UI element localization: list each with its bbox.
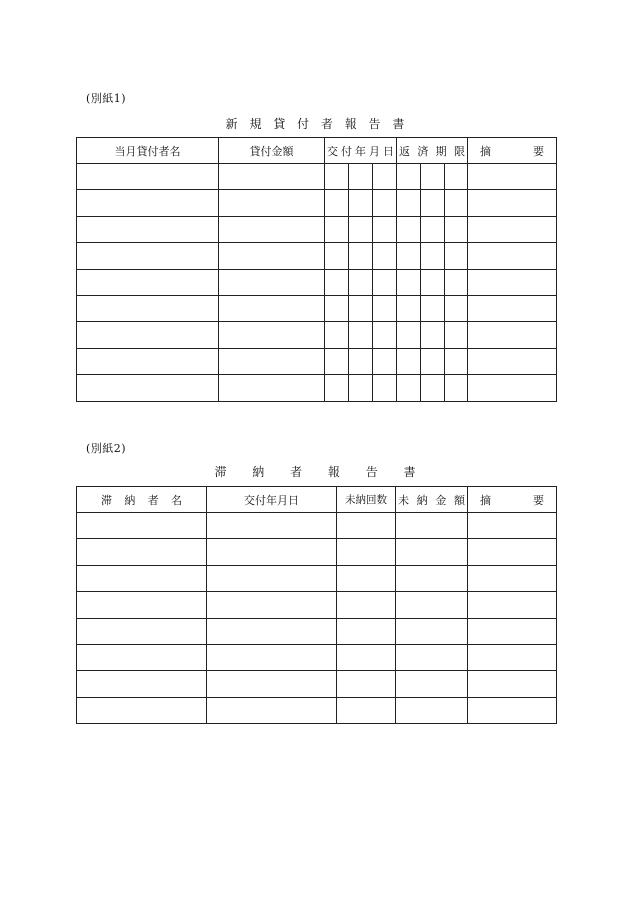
form1-title-text: 新 規 貸 付 者 報 告 書 <box>225 117 405 131</box>
header-char: 額 <box>453 493 465 507</box>
table-cell[interactable] <box>77 539 207 565</box>
table-cell[interactable] <box>325 164 349 190</box>
table-cell[interactable] <box>219 295 325 321</box>
table-cell[interactable] <box>77 375 219 401</box>
header-char: 要 <box>533 493 544 507</box>
table-cell[interactable] <box>207 671 337 697</box>
header-remarks <box>468 138 557 164</box>
table-cell[interactable] <box>349 216 373 242</box>
table-cell[interactable] <box>468 375 557 401</box>
table-cell[interactable] <box>77 164 219 190</box>
header-char: 名 <box>170 493 182 507</box>
table-cell[interactable] <box>396 697 468 723</box>
header-char: 未 <box>398 493 409 507</box>
table-row <box>77 243 557 269</box>
table-cell[interactable] <box>421 269 445 295</box>
table-row <box>77 644 557 670</box>
table-cell[interactable] <box>445 190 468 216</box>
table-cell[interactable] <box>349 375 373 401</box>
header-char: 限 <box>453 144 465 158</box>
table-cell[interactable] <box>77 644 207 670</box>
header-char: 期 <box>435 144 447 158</box>
table-cell[interactable] <box>373 216 397 242</box>
table-cell[interactable] <box>421 375 445 401</box>
table-cell[interactable] <box>468 697 557 723</box>
table-cell[interactable] <box>468 592 557 618</box>
table-cell[interactable] <box>337 592 396 618</box>
table-row <box>77 322 557 348</box>
header-unpaid-amount <box>396 487 468 513</box>
table-cell[interactable] <box>397 348 421 374</box>
table-cell[interactable] <box>219 243 325 269</box>
table-row <box>77 164 557 190</box>
table-cell[interactable] <box>396 592 468 618</box>
table-cell[interactable] <box>396 513 468 539</box>
header-char: 滞 <box>101 493 112 507</box>
table-row <box>77 375 557 401</box>
header-char: 年 <box>355 144 366 158</box>
table-cell[interactable] <box>468 513 557 539</box>
header-remarks <box>468 487 557 513</box>
table-cell[interactable] <box>468 618 557 644</box>
table-cell[interactable] <box>396 618 468 644</box>
new-loan-report-table <box>76 137 557 402</box>
table-cell[interactable] <box>325 375 349 401</box>
table-cell[interactable] <box>396 539 468 565</box>
table-cell[interactable] <box>337 644 396 670</box>
table-cell[interactable] <box>219 164 325 190</box>
table-cell[interactable] <box>373 295 397 321</box>
table-cell[interactable] <box>468 565 557 591</box>
table-cell[interactable] <box>421 164 445 190</box>
header-borrower-name: 当月貸付者名 <box>77 138 219 164</box>
table-cell[interactable] <box>219 190 325 216</box>
table-cell[interactable] <box>373 375 397 401</box>
table-cell[interactable] <box>349 190 373 216</box>
table-row <box>77 592 557 618</box>
table-cell[interactable] <box>421 190 445 216</box>
table-cell[interactable] <box>337 539 396 565</box>
table-cell[interactable] <box>337 697 396 723</box>
table-cell[interactable] <box>397 375 421 401</box>
table-row <box>77 190 557 216</box>
table-cell[interactable] <box>337 565 396 591</box>
header-char: 納 <box>124 493 136 507</box>
table-cell[interactable] <box>445 322 468 348</box>
table-row <box>77 539 557 565</box>
table-cell[interactable] <box>397 164 421 190</box>
table-cell[interactable] <box>207 539 337 565</box>
form2-title-text: 滞 納 者 報 告 書 <box>214 465 416 479</box>
table-row <box>77 269 557 295</box>
table-cell[interactable] <box>468 539 557 565</box>
table-cell[interactable] <box>468 644 557 670</box>
table-cell[interactable] <box>373 269 397 295</box>
form2-header-row <box>77 487 557 513</box>
form1-title <box>210 115 420 132</box>
table-cell[interactable] <box>219 269 325 295</box>
table-cell[interactable] <box>445 295 468 321</box>
table-cell[interactable] <box>337 513 396 539</box>
table-cell[interactable] <box>421 322 445 348</box>
table-cell[interactable] <box>445 348 468 374</box>
header-char: 日 <box>383 144 394 158</box>
table-row <box>77 348 557 374</box>
table-row <box>77 513 557 539</box>
table-cell[interactable] <box>325 190 349 216</box>
table-cell[interactable] <box>77 348 219 374</box>
table-cell[interactable] <box>468 269 557 295</box>
header-char: 返 <box>399 144 410 158</box>
delinquent-report-table <box>76 486 557 724</box>
table-cell[interactable] <box>77 243 219 269</box>
header-delinquent-name <box>77 487 207 513</box>
table-cell[interactable] <box>219 322 325 348</box>
table-cell[interactable] <box>207 513 337 539</box>
table-cell[interactable] <box>77 190 219 216</box>
table-cell[interactable] <box>77 513 207 539</box>
table-cell[interactable] <box>207 565 337 591</box>
form1-label: (別紙1) <box>86 92 127 105</box>
table-row <box>77 697 557 723</box>
table-cell[interactable] <box>468 348 557 374</box>
table-cell[interactable] <box>468 216 557 242</box>
table-cell[interactable] <box>397 269 421 295</box>
table-cell[interactable] <box>468 243 557 269</box>
header-unpaid-count: 未納回数 <box>337 487 396 513</box>
table-cell[interactable] <box>349 322 373 348</box>
table-row <box>77 671 557 697</box>
table-cell[interactable] <box>421 216 445 242</box>
header-char: 納 <box>416 493 428 507</box>
header-char: 付 <box>341 144 352 158</box>
table-cell[interactable] <box>421 295 445 321</box>
table-cell[interactable] <box>349 164 373 190</box>
table-cell[interactable] <box>468 322 557 348</box>
table-row <box>77 565 557 591</box>
table-cell[interactable] <box>397 216 421 242</box>
header-char: 者 <box>147 493 159 507</box>
table-row <box>77 295 557 321</box>
table-cell[interactable] <box>396 671 468 697</box>
table-cell[interactable] <box>445 216 468 242</box>
header-char: 要 <box>533 144 545 158</box>
table-cell[interactable] <box>77 618 207 644</box>
table-cell[interactable] <box>373 348 397 374</box>
table-cell[interactable] <box>207 592 337 618</box>
table-cell[interactable] <box>219 216 325 242</box>
table-cell[interactable] <box>325 269 349 295</box>
table-cell[interactable] <box>468 671 557 697</box>
table-cell[interactable] <box>207 644 337 670</box>
header-char: 交 <box>327 144 338 158</box>
table-row <box>77 618 557 644</box>
table-cell[interactable] <box>325 243 349 269</box>
form2-body <box>77 513 557 724</box>
header-char: 摘 <box>480 493 491 507</box>
table-cell[interactable] <box>468 295 557 321</box>
table-cell[interactable] <box>77 565 207 591</box>
table-cell[interactable] <box>373 164 397 190</box>
table-row <box>77 216 557 242</box>
table-cell[interactable] <box>397 295 421 321</box>
table-cell[interactable] <box>396 644 468 670</box>
header-char: 済 <box>417 144 429 158</box>
header-char: 金 <box>435 493 447 507</box>
header-repayment-deadline <box>397 138 468 164</box>
table-cell[interactable] <box>349 295 373 321</box>
table-cell[interactable] <box>397 243 421 269</box>
table-cell[interactable] <box>337 671 396 697</box>
table-cell[interactable] <box>421 348 445 374</box>
table-cell[interactable] <box>397 190 421 216</box>
table-cell[interactable] <box>397 322 421 348</box>
table-cell[interactable] <box>337 618 396 644</box>
table-cell[interactable] <box>396 565 468 591</box>
table-cell[interactable] <box>468 190 557 216</box>
form1-header-row <box>77 138 557 164</box>
form1-body <box>77 164 557 402</box>
table-cell[interactable] <box>77 295 219 321</box>
table-cell[interactable] <box>325 322 349 348</box>
table-cell[interactable] <box>373 190 397 216</box>
table-cell[interactable] <box>207 697 337 723</box>
table-cell[interactable] <box>77 322 219 348</box>
table-cell[interactable] <box>77 592 207 618</box>
table-cell[interactable] <box>207 618 337 644</box>
table-cell[interactable] <box>77 216 219 242</box>
table-cell[interactable] <box>325 348 349 374</box>
header-char: 月 <box>369 144 380 158</box>
table-cell[interactable] <box>219 375 325 401</box>
table-cell[interactable] <box>325 295 349 321</box>
table-cell[interactable] <box>445 375 468 401</box>
table-cell[interactable] <box>349 269 373 295</box>
table-cell[interactable] <box>445 243 468 269</box>
header-loan-amount: 貸付金額 <box>219 138 325 164</box>
table-cell[interactable] <box>77 671 207 697</box>
table-cell[interactable] <box>325 216 349 242</box>
table-cell[interactable] <box>445 164 468 190</box>
table-cell[interactable] <box>349 348 373 374</box>
table-cell[interactable] <box>219 348 325 374</box>
table-cell[interactable] <box>373 322 397 348</box>
table-cell[interactable] <box>468 164 557 190</box>
table-cell[interactable] <box>77 697 207 723</box>
table-cell[interactable] <box>373 243 397 269</box>
table-cell[interactable] <box>77 269 219 295</box>
header-issue-date <box>325 138 397 164</box>
header-issue-date: 交付年月日 <box>207 487 337 513</box>
table-cell[interactable] <box>421 243 445 269</box>
form2-title <box>210 463 420 480</box>
form2-label: (別紙2) <box>86 442 127 455</box>
header-char: 摘 <box>480 144 492 158</box>
table-cell[interactable] <box>445 269 468 295</box>
table-cell[interactable] <box>349 243 373 269</box>
